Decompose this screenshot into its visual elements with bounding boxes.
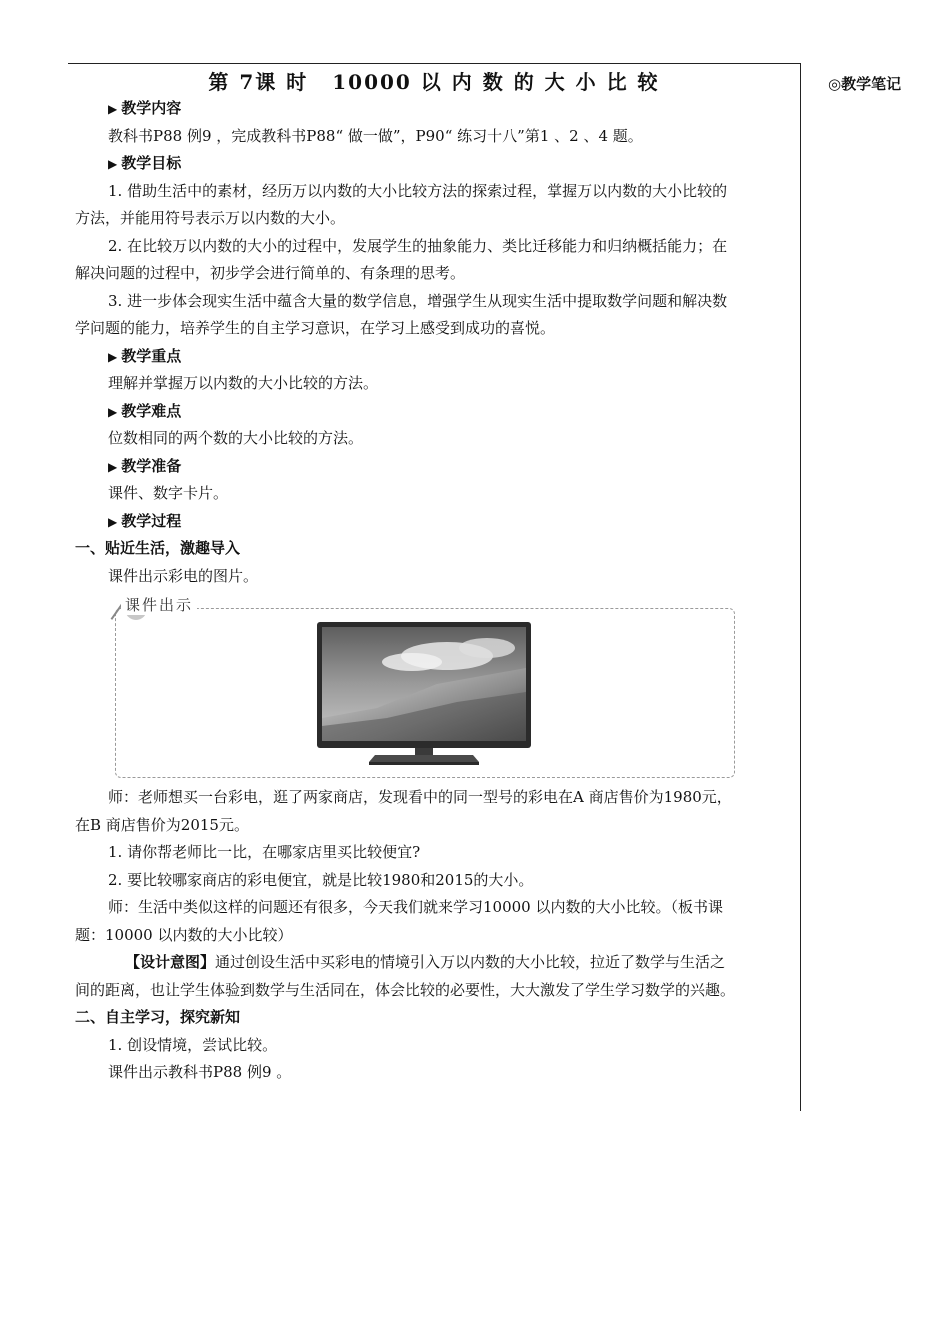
section-heading-key: ▶ 教学重点	[108, 346, 182, 365]
arrow-icon: ▶	[108, 349, 118, 364]
part-1-heading: 一、贴近生活，激趣导入	[75, 539, 241, 557]
teacher-line-1b: 在B 商店售价为2015元。	[75, 815, 249, 834]
design-intent-label: 【设计意图】	[125, 953, 216, 971]
preparation-text: 课件、数字卡片。	[108, 484, 229, 502]
section-heading-process: ▶ 教学过程	[108, 511, 182, 530]
section-heading-content: ▶ 教学内容	[108, 99, 182, 117]
lesson-topic: 10000 以 内 数 的 大 小 比 较	[332, 70, 660, 94]
page-title	[68, 66, 800, 95]
goal-2-line-1: 2. 在比较万以内数的大小的过程中，发展学生的抽象能力、类比迁移能力和归纳概括能力；在	[108, 236, 728, 255]
step-1: 1. 创设情境，尝试比较。	[108, 1035, 278, 1054]
teacher-line-2b: 题：10000 以内数的大小比较）	[75, 925, 293, 944]
goal-3-line-2: 学问题的能力，培养学生的自主学习意识，在学习上感受到成功的喜悦。	[75, 319, 556, 337]
goal-1-line-2: 方法，并能用符号表示万以内数的大小。	[75, 209, 346, 227]
margin-rule	[800, 63, 801, 1111]
lesson-body	[75, 95, 797, 1087]
section-heading-preparation: ▶ 教学准备	[108, 456, 182, 475]
goal-2-line-2: 解决问题的过程中，初步学会进行简单的、有条理的思考。	[75, 264, 466, 282]
design-intent-line-1: 【设计意图】通过创设生活中买彩电的情境引入万以内数的大小比较，拉近了数学与生活之	[125, 953, 726, 971]
arrow-icon: ▶	[108, 102, 118, 116]
teacher-line-2a: 师：生活中类似这样的问题还有很多，今天我们就来学习10000 以内数的大小比较。（板书课	[108, 898, 723, 916]
question-2: 2. 要比较哪家商店的彩电便宜，就是比较1980和2015的大小。	[108, 870, 534, 889]
arrow-icon: ▶	[108, 404, 118, 419]
courseware-picture-box	[75, 594, 797, 784]
arrow-icon: ▶	[108, 157, 118, 171]
section-heading-goals: ▶ 教学目标	[108, 154, 182, 172]
teaching-notes-label: ◎教学笔记	[828, 75, 902, 93]
courseware-label: 课件出示	[121, 594, 197, 615]
part-1-intro: 课件出示彩电的图片。	[108, 566, 259, 585]
key-text: 理解并掌握万以内数的大小比较的方法。	[108, 374, 379, 392]
difficulty-text: 位数相同的两个数的大小比较的方法。	[108, 429, 364, 447]
tv-image	[317, 622, 533, 772]
top-rule	[68, 63, 801, 64]
part-2-heading: 二、自主学习，探究新知	[75, 1008, 241, 1026]
goal-1-line-1: 1. 借助生活中的素材，经历万以内数的大小比较方法的探索过程，掌握万以内数的大小比较的	[108, 181, 728, 200]
lesson-number: 第 7课 时	[208, 70, 309, 94]
design-intent-line-2: 间的距离，也让学生体验到数学与生活同在，体会比较的必要性，大大激发了学生学习数学的兴趣。	[75, 980, 736, 999]
question-1: 1. 请你帮老师比一比，在哪家店里买比较便宜?	[108, 843, 421, 861]
arrow-icon: ▶	[108, 514, 118, 529]
arrow-icon: ▶	[108, 459, 118, 474]
section-heading-difficulty: ▶ 教学难点	[108, 401, 182, 420]
teacher-line-1a: 师：老师想买一台彩电，逛了两家商店，发现看中的同一型号的彩电在A 商店售价为1980元，	[108, 788, 732, 806]
step-2: 课件出示教科书P88 例9 。	[108, 1063, 292, 1081]
goal-3-line-1: 3. 进一步体会现实生活中蕴含大量的数学信息，增强学生从现实生活中提取数学问题和解决数	[108, 291, 728, 310]
content-text: 教科书P88 例9 ，完成教科书P88“ 做一做”，P90“ 练习十八”第1 、2 、4 题。	[108, 126, 643, 145]
